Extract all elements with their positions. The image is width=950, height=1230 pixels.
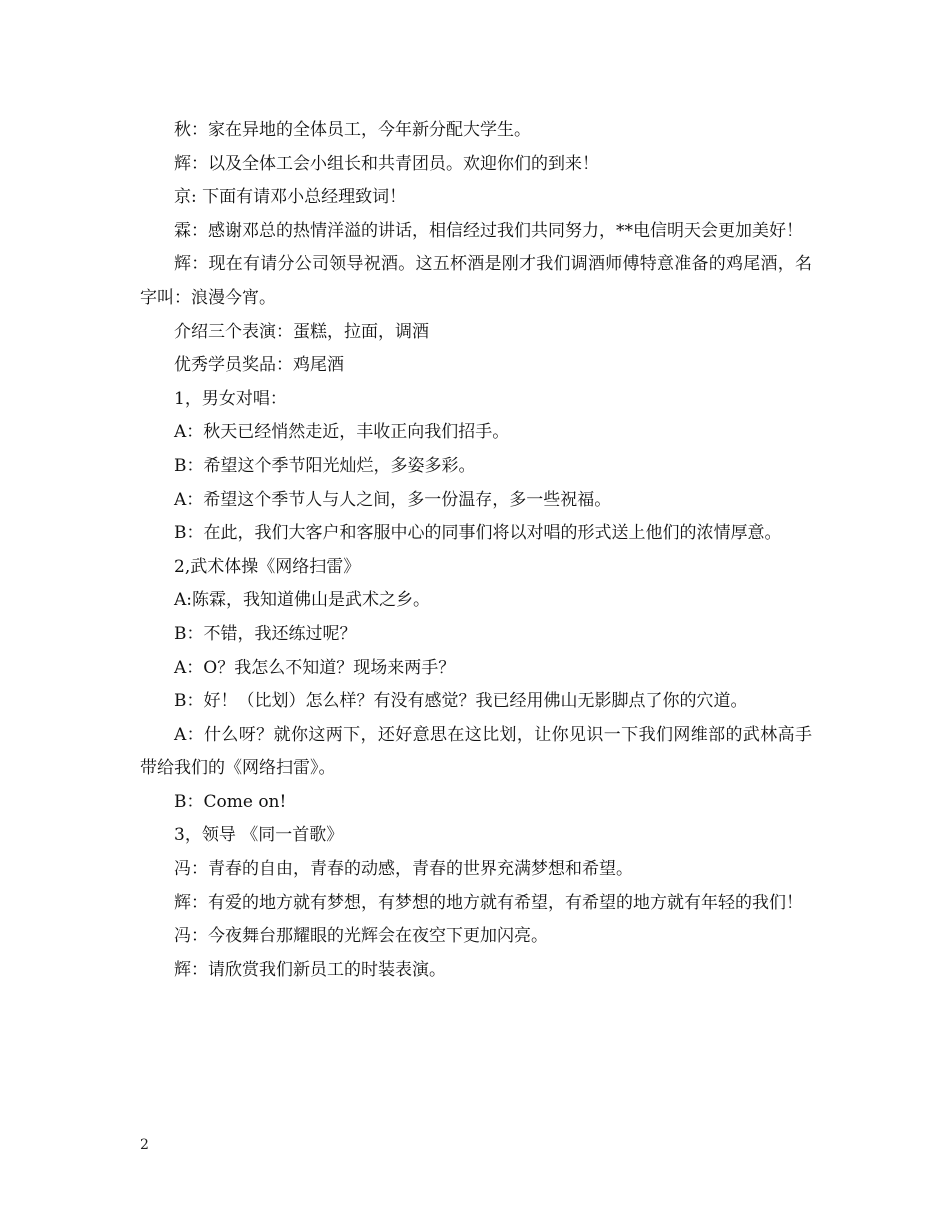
paragraph: A：秋天已经悄然走近，丰收正向我们招手。: [174, 422, 510, 443]
paragraph: 1，男女对唱：: [174, 388, 287, 409]
paragraph: 辉：以及全体工会小组长和共青团员。欢迎你们的到来！: [174, 153, 599, 174]
paragraph: A：希望这个季节人与人之间，多一份温存，多一些祝福。: [174, 489, 612, 510]
paragraph: 3，领导 《同一首歌》: [174, 825, 344, 846]
paragraph: A：O？我怎么不知道？现场来两手？: [174, 657, 456, 678]
paragraph: B：Come on!: [174, 791, 287, 812]
paragraph: 辉：有爱的地方就有梦想，有梦想的地方就有希望，有希望的地方就有年轻的我们！: [174, 892, 803, 913]
paragraph: 京: 下面有请邓小总经理致词！: [174, 187, 407, 208]
paragraph: 霖：感谢邓总的热情洋溢的讲话，相信经过我们共同努力，**电信明天会更加美好！: [174, 220, 803, 241]
paragraph: 冯：今夜舞台那耀眼的光辉会在夜空下更加闪亮。: [174, 926, 548, 947]
paragraph: 辉：现在有请分公司领导祝酒。这五杯酒是刚才我们调酒师傅特意准备的鸡尾酒，名字叫：浪漫今宵。: [140, 254, 812, 308]
paragraph: 介绍三个表演：蛋糕，拉面，调酒: [174, 321, 429, 342]
page-number: 2: [140, 1137, 149, 1153]
paragraph: B：在此，我们大客户和客服中心的同事们将以对唱的形式送上他们的浓情厚意。: [174, 523, 782, 544]
paragraph: 辉：请欣赏我们新员工的时装表演。: [174, 959, 446, 980]
paragraph: A:陈霖，我知道佛山是武术之乡。: [174, 590, 431, 611]
paragraph: B：不错，我还练过呢？: [174, 623, 357, 644]
paragraph: B：好！（比划）怎么样？有没有感觉？我已经用佛山无影脚点了你的穴道。: [174, 691, 748, 712]
paragraph: 2,武术体操《网络扫雷》: [174, 556, 361, 577]
paragraph: B：希望这个季节阳光灿烂，多姿多彩。: [174, 455, 476, 476]
body-text: [140, 114, 812, 987]
paragraph: 秋：家在异地的全体员工，今年新分配大学生。: [174, 120, 531, 140]
paragraph: 冯：青春的自由，青春的动感，青春的世界充满梦想和希望。: [174, 859, 633, 880]
paragraph: A：什么呀？就你这两下，还好意思在这比划，让你见识一下我们网维部的武林高手带给我们的《网络扫雷》。: [140, 724, 812, 779]
paragraph: 优秀学员奖品：鸡尾酒: [174, 355, 344, 376]
